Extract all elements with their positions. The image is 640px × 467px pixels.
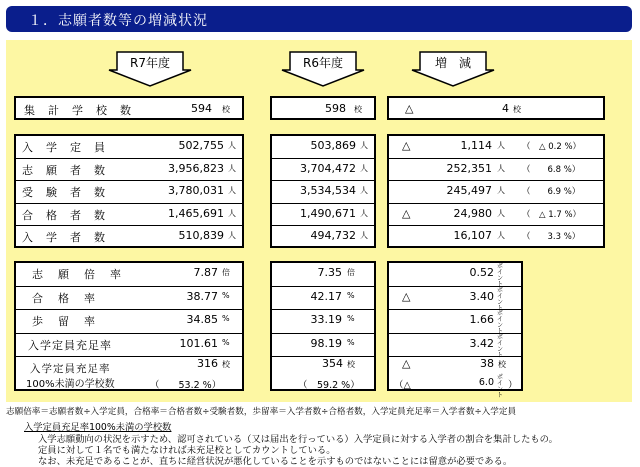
count-diff-sign: △ [402, 206, 411, 220]
under-diff-sign: △ [402, 357, 411, 370]
under-r6-unit: 校 [347, 360, 355, 369]
rate-diff-value: 3.42 [469, 336, 494, 350]
count-r7-value: 3,956,823 [168, 161, 224, 175]
rate-point-unit: ポイント [497, 263, 504, 288]
header-label-diff: 増 減 [434, 56, 471, 70]
count-label: 志 願 者 数 [22, 163, 106, 177]
under-r7-value: 316 [197, 357, 218, 370]
rate-r7-value: 7.87 [193, 266, 218, 279]
count-diff-value: 252,351 [446, 161, 492, 175]
count-diff-pct: （ △ 1.7 %） [522, 209, 582, 220]
count-diff-value: 16,107 [453, 229, 492, 242]
count-row-divider [270, 180, 376, 181]
rate-label: 合 格 率 [32, 291, 97, 305]
rate-diff-value: 1.66 [469, 313, 494, 326]
count-row-divider [14, 158, 244, 159]
schools-diff-unit: 校 [513, 105, 521, 114]
rate-r6-value: 98.19 [310, 336, 342, 350]
count-r7-unit: 人 [228, 141, 236, 150]
count-r7-unit: 人 [228, 231, 236, 240]
count-r6-value: 503,869 [310, 139, 356, 152]
count-diff-unit: 人 [497, 141, 505, 150]
schools-label: 集 計 学 校 数 [24, 104, 132, 117]
under-diff2-sign: （△ [394, 380, 411, 391]
count-row-divider [270, 203, 376, 204]
rate-r6-unit: % [347, 290, 355, 300]
rate-point-unit: ポイント [497, 310, 504, 335]
count-r6-value: 3,534,534 [300, 184, 356, 197]
formula-note: 志願倍率＝志願者数÷入学定員，合格率＝合格者数÷受験者数，歩留率＝入学者数÷合格者数，入学定員充足率＝入学者数÷入学定員 [6, 407, 517, 417]
count-label: 入 学 者 数 [22, 231, 106, 244]
count-label: 合 格 者 数 [22, 208, 106, 222]
rate-label: 志 願 倍 率 [32, 268, 123, 281]
count-r7-value: 510,839 [178, 229, 224, 242]
note-line-2: 定員に対して１名でも満たなければ未充足校としてカウントしている。 [38, 445, 336, 456]
under-r6-value: 354 [322, 357, 343, 370]
count-row-divider [270, 225, 376, 226]
schools-r7-value: 594 [191, 102, 212, 115]
rate-r7-unit: % [222, 337, 230, 347]
schools-diff-box [387, 96, 605, 120]
under-r6-pct: （ 59.2 %） [298, 380, 360, 391]
count-row-divider [387, 158, 605, 159]
under-diff-value: 38 [480, 357, 494, 370]
under-r7-unit: 校 [222, 360, 230, 369]
rate-row-divider [14, 286, 244, 287]
count-r6-unit: 人 [360, 208, 368, 218]
note-line-1: 入学志願動向の状況を示すため、認可されている（又は届出を行っている）入学定員に対する入学者の割合を集計したもの。 [38, 434, 558, 445]
schools-r7-box [14, 96, 244, 120]
count-label: 入 学 定 員 [22, 141, 106, 154]
under-diff2-close: ） [508, 380, 518, 391]
count-row-divider [387, 203, 605, 204]
count-diff-value: 1,114 [460, 139, 492, 152]
count-diff-pct: （ 6.8 %） [522, 164, 581, 175]
under-point-unit: ポイント [497, 374, 504, 399]
rate-r7-unit: 倍 [222, 268, 230, 277]
rate-r6-value: 42.17 [310, 289, 342, 303]
rate-diff-value: 0.52 [469, 266, 494, 279]
header-label-r6: R6年度 [303, 56, 343, 70]
count-label: 受 験 者 数 [22, 186, 106, 199]
note-title: 入学定員充足率100%未満の学校数 [24, 422, 172, 433]
under-r7-pct: （ 53.2 %） [150, 380, 222, 391]
rate-r7-value: 38.77 [186, 289, 218, 303]
rate-point-unit: ポイント [497, 286, 504, 312]
schools-diff-value: 4 [502, 102, 509, 115]
rate-r7-unit: % [222, 290, 230, 300]
count-diff-unit: 人 [497, 186, 505, 195]
count-r6-unit: 人 [360, 186, 368, 195]
under-label-1: 入学定員充足率 [30, 363, 111, 375]
under-diff-unit: 校 [498, 360, 506, 369]
section-title: １．志願者数等の増減状況 [28, 13, 208, 29]
count-r7-unit: 人 [228, 186, 236, 195]
count-row-divider [14, 225, 244, 226]
count-diff-pct: （ △ 0.2 %） [522, 142, 582, 152]
count-diff-unit: 人 [497, 231, 505, 240]
count-row-divider [14, 180, 244, 181]
count-r7-value: 502,755 [178, 139, 224, 152]
schools-r6-box [270, 96, 376, 120]
section-title-bar [6, 6, 632, 32]
count-r7-value: 3,780,031 [168, 184, 224, 197]
under-diff2-value: 6.0 [478, 377, 494, 388]
count-diff-unit: 人 [497, 163, 505, 173]
schools-diff-sign: △ [405, 102, 414, 115]
count-row-divider [14, 203, 244, 204]
count-diff-sign: △ [402, 139, 411, 152]
rate-label: 歩 留 率 [32, 315, 97, 328]
rate-row-divider [270, 309, 376, 310]
schools-r7-unit: 校 [222, 105, 230, 114]
rate-row-divider [14, 309, 244, 310]
count-row-divider [270, 158, 376, 159]
under-label-2: 100%未満の学校数 [26, 379, 115, 390]
rate-r7-value: 101.61 [179, 336, 218, 350]
count-diff-pct: （ 6.9 %） [522, 187, 581, 197]
rate-row-divider [14, 333, 244, 334]
note-line-3: なお、未充足であることが、直ちに経営状況が悪化していることを示すものではないことには留意が必要である。 [38, 456, 513, 467]
count-diff-value: 245,497 [446, 184, 492, 197]
rate-row-divider [270, 286, 376, 287]
count-diff-pct: （ 3.3 %） [522, 232, 581, 242]
rate-r6-unit: % [347, 337, 355, 347]
rate-r6-unit: % [347, 314, 355, 323]
count-r6-unit: 人 [360, 141, 368, 150]
rate-r7-value: 34.85 [186, 313, 218, 326]
rate-diff-value: 3.40 [469, 289, 494, 303]
count-r6-value: 494,732 [310, 229, 356, 242]
count-r7-value: 1,465,691 [168, 206, 224, 220]
count-r6-unit: 人 [360, 163, 368, 173]
count-diff-value: 24,980 [453, 206, 492, 220]
count-r7-unit: 人 [228, 163, 236, 173]
schools-r6-value: 598 [325, 102, 346, 115]
schools-r6-unit: 校 [354, 105, 362, 114]
rate-r6-value: 33.19 [310, 313, 342, 326]
header-label-r7: R7年度 [130, 56, 170, 70]
rate-row-divider [270, 333, 376, 334]
rates-r6-box [270, 261, 376, 391]
count-row-divider [387, 225, 605, 226]
count-r7-unit: 人 [228, 208, 236, 218]
count-diff-unit: 人 [497, 208, 505, 218]
count-r6-value: 3,704,472 [300, 161, 356, 175]
rate-point-unit: ポイント [497, 333, 504, 359]
count-r6-unit: 人 [360, 231, 368, 240]
rate-diff-sign: △ [402, 289, 411, 303]
rate-r7-unit: % [222, 314, 230, 323]
rate-label: 入学定員充足率 [28, 338, 112, 352]
rate-r6-value: 7.35 [317, 266, 342, 279]
count-r6-value: 1,490,671 [300, 206, 356, 220]
rate-r6-unit: 倍 [347, 268, 355, 277]
count-row-divider [387, 180, 605, 181]
